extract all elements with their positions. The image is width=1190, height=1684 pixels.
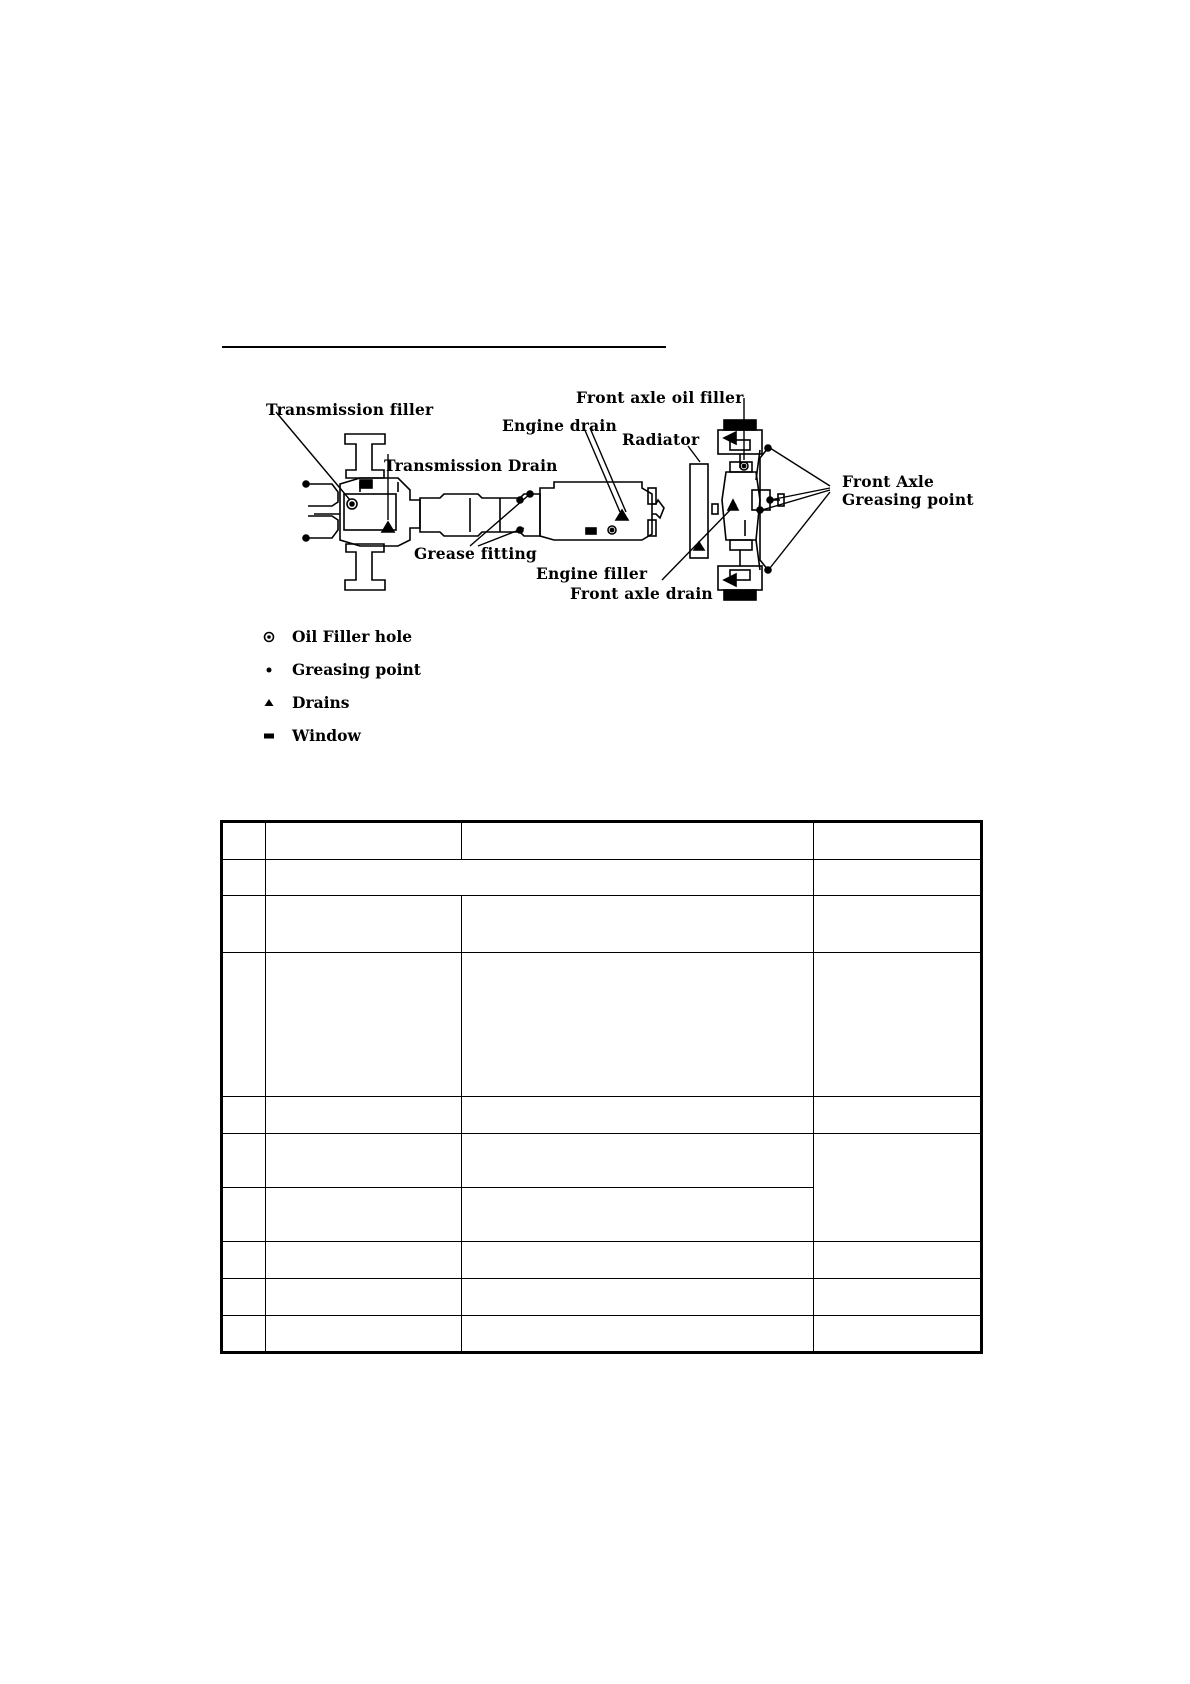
- table-cell: [222, 1187, 266, 1241]
- label-grease-fitting: Grease fitting: [414, 544, 537, 563]
- table-cell: [222, 822, 266, 860]
- legend-label: Greasing point: [292, 660, 421, 679]
- maintenance-table: [220, 820, 980, 1354]
- label-transmission-drain: Transmission Drain: [384, 456, 558, 475]
- oil-filler-hole-icon: [260, 628, 278, 646]
- table-cell: [814, 1241, 982, 1278]
- table-cell: [222, 953, 266, 1097]
- table-cell: [266, 822, 462, 860]
- table-cell: [462, 1315, 814, 1352]
- table-cell: [462, 953, 814, 1097]
- table-cell: [462, 1241, 814, 1278]
- radiator-block: [690, 464, 708, 558]
- table-cell: [266, 896, 462, 953]
- table-row: [222, 1097, 982, 1133]
- table-cell: [266, 860, 814, 896]
- table-cell: [266, 1278, 462, 1315]
- rear-wheel-top: [345, 434, 385, 478]
- table-cell: [222, 1133, 266, 1187]
- table-cell: [814, 1278, 982, 1315]
- table-cell: [814, 860, 982, 896]
- label-transmission-filler: Transmission filler: [266, 400, 434, 419]
- table-cell: [462, 896, 814, 953]
- label-front-axle-oil-filler: Front axle oil filler: [576, 388, 744, 407]
- legend-item-drains: [260, 694, 560, 716]
- table-cell: [814, 1097, 982, 1133]
- table-cell: [462, 822, 814, 860]
- table-cell: [266, 1315, 462, 1352]
- table-row: [222, 1315, 982, 1352]
- table-row: [222, 953, 982, 1097]
- three-point-hitch: [303, 481, 340, 541]
- table-cell: [222, 1241, 266, 1278]
- label-front-axle-line1: Front Axle: [842, 472, 935, 491]
- front-axle-assembly: [712, 420, 784, 600]
- table-cell: [266, 1097, 462, 1133]
- table-cell: [266, 1133, 462, 1187]
- table-cell: [266, 953, 462, 1097]
- drain-icon: [260, 694, 278, 712]
- table-row: [222, 1241, 982, 1278]
- table-cell: [814, 953, 982, 1097]
- table-row: [222, 896, 982, 953]
- table-cell: [814, 1315, 982, 1352]
- table-cell: [814, 1133, 982, 1241]
- table-cell: [222, 860, 266, 896]
- legend-label: Drains: [292, 693, 350, 712]
- table-cell: [266, 1241, 462, 1278]
- label-radiator: Radiator: [622, 430, 700, 449]
- label-front-axle-drain: Front axle drain: [570, 584, 713, 603]
- legend-item-oil-filler: [260, 628, 560, 650]
- label-engine-drain: Engine drain: [502, 416, 617, 435]
- table-row: [222, 860, 982, 896]
- table-row: [222, 1133, 982, 1187]
- greasing-point-icon: [260, 661, 278, 679]
- lubrication-diagram: [0, 0, 1190, 620]
- table-cell: [222, 1278, 266, 1315]
- table-cell: [222, 1097, 266, 1133]
- table-cell: [222, 896, 266, 953]
- window-icon: [260, 727, 278, 745]
- table-cell: [222, 1315, 266, 1352]
- label-front-axle-line2: Greasing point: [842, 490, 974, 509]
- table-cell: [814, 822, 982, 860]
- legend-label: Oil Filler hole: [292, 627, 413, 646]
- tractor-chassis-drawing: [0, 0, 1190, 620]
- transmission-housing: [340, 478, 420, 546]
- table-cell: [462, 1278, 814, 1315]
- table-cell: [462, 1187, 814, 1241]
- legend-item-window: [260, 727, 560, 749]
- label-engine-filler: Engine filler: [536, 564, 648, 583]
- rear-wheel-bottom: [345, 544, 385, 590]
- table-row: [222, 822, 982, 860]
- legend-item-greasing-point: [260, 661, 560, 683]
- table-cell: [266, 1187, 462, 1241]
- table-cell: [462, 1133, 814, 1187]
- table-row: [222, 1278, 982, 1315]
- table-cell: [462, 1097, 814, 1133]
- table-cell: [814, 896, 982, 953]
- engine-block: [527, 482, 664, 540]
- legend-label: Window: [292, 726, 361, 745]
